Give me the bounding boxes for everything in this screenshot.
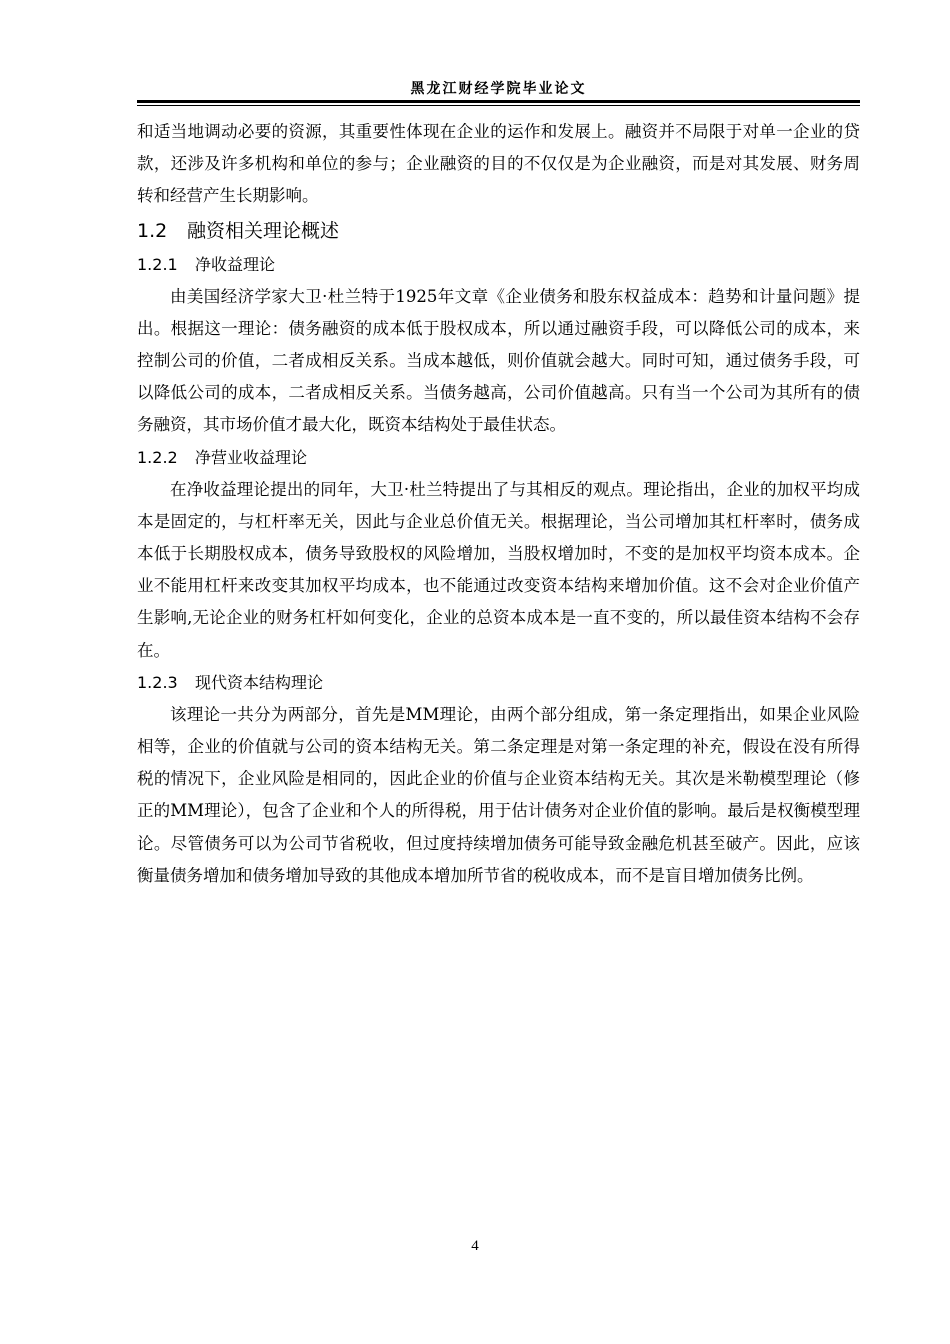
- main-content: [137, 116, 860, 892]
- subsection-title: 净营业收益理论: [195, 447, 308, 467]
- page-number: 4: [471, 1238, 479, 1254]
- paragraph-1-2-1: 由美国经济学家大卫·杜兰特于1925年文章《企业债务和股东权益成本：趋势和计量问题》提出。根据这一理论：债务融资的成本低于股权成本，所以通过融资手段，可以降低公司的成本，来控制公司的价值，二者成相反关系。当成本越低，则价值就会越大。同时可知，通过债务手段，可以降低公司的成本，二者成相反关系。当债务越高，公司价值越高。只有当一个公司为其所有的债务融资，其市场价值才最大化，既资本结构处于最佳状态。: [137, 286, 860, 435]
- subsection-number: 1.2.3: [137, 672, 178, 692]
- section-heading-1-2: [137, 213, 860, 249]
- subsection-title: 现代资本结构理论: [195, 672, 324, 692]
- subsection-number: 1.2.2: [137, 447, 178, 467]
- header-rule-thick: [137, 100, 860, 103]
- subsection-heading-1-2-2: [137, 442, 860, 474]
- intro-paragraph: 和适当地调动必要的资源，其重要性体现在企业的运作和发展上。融资并不局限于对单一企业的贷款，还涉及许多机构和单位的参与；企业融资的目的不仅仅是为企业融资，而是对其发展、财务周转和经营产生长期影响。: [137, 122, 860, 206]
- paragraph-1-2-3: 该理论一共分为两部分，首先是MM理论，由两个部分组成，第一条定理指出，如果企业风险相等，企业的价值就与公司的资本结构无关。第二条定理是对第一条定理的补充，假设在没有所得税的情况下，企业风险是相同的，因此企业的价值与企业资本结构无关。其次是米勒模型理论（修正的MM理论），包含了企业和个人的所得税，用于估计债务对企业价值的影响。最后是权衡模型理论。尽管债务可以为公司节省税收，但过度持续增加债务可能导致金融危机甚至破产。因此，应该衡量债务增加和债务增加导致的其他成本增加所节省的税收成本，而不是盲目增加债务比例。: [137, 704, 860, 885]
- subsection-heading-1-2-1: [137, 249, 860, 281]
- subsection-title: 净收益理论: [195, 254, 276, 274]
- subsection-number: 1.2.1: [137, 254, 178, 274]
- paragraph-1-2-2: 在净收益理论提出的同年，大卫·杜兰特提出了与其相反的观点。理论指出，企业的加权平均成本是固定的，与杠杆率无关，因此与企业总价值无关。根据理论，当公司增加其杠杆率时，债务成本低于长期股权成本，债务导致股权的风险增加，当股权增加时，不变的是加权平均资本成本。企业不能用杠杆来改变其加权平均成本，也不能通过改变资本结构来增加价值。这不会对企业价值产生影响,无论企业的财务杠杆如何变化，企业的总资本成本是一直不变的，所以最佳资本结构不会存在。: [137, 479, 860, 660]
- header-rule-thin: [137, 105, 860, 106]
- subsection-heading-1-2-3: [137, 667, 860, 699]
- section-number: 1.2: [137, 219, 168, 242]
- section-title: 融资相关理论概述: [187, 219, 340, 242]
- running-header: 黑龙江财经学院毕业论文: [410, 81, 587, 97]
